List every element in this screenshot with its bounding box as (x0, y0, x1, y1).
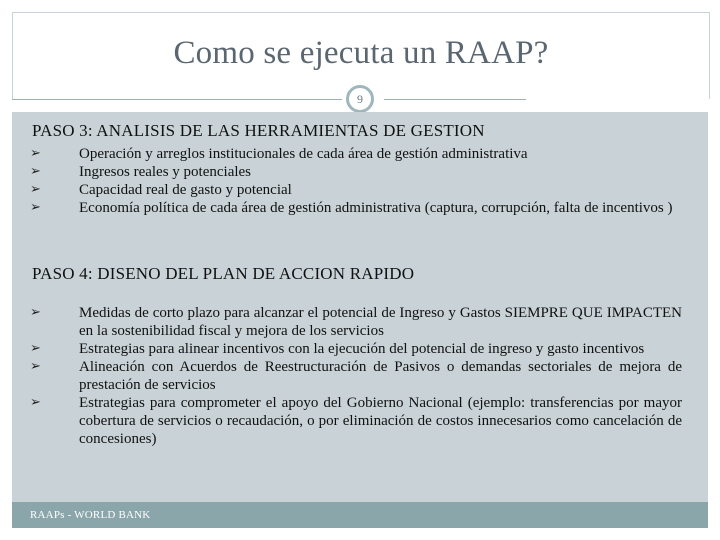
list-item-text: Estrategias para alinear incentivos con la ejecución del potencial de ingreso y gasto incentivos (79, 341, 645, 357)
arrow-bullet-icon: ➢ (30, 182, 41, 197)
arrow-bullet-icon: ➢ (30, 395, 41, 410)
arrow-bullet-icon: ➢ (30, 146, 41, 161)
list-item-text: Economía política de cada área de gestión administrativa (captura, corrupción, falta de incentivos ) (79, 200, 673, 216)
list-item (12, 181, 682, 199)
list-item-text: Capacidad real de gasto y potencial (79, 182, 292, 198)
list-item-text: Estrategias para comprometer el apoyo del Gobierno Nacional (ejemplo: transferencias por mayor cobertura de servicios o recaudación, o por eliminación de costos innecesarios como cancelación de concesiones) (79, 395, 682, 447)
list-item (12, 163, 682, 181)
list-item-text: Ingresos reales y potenciales (79, 164, 252, 180)
list-item (12, 340, 682, 358)
footer-bar (12, 502, 708, 528)
section-heading-paso4: PASO 4: DISENO DEL PLAN DE ACCION RAPIDO (32, 264, 415, 283)
title-divider-right (384, 99, 526, 100)
content-panel (12, 112, 708, 502)
list-item-text: Alineación con Acuerdos de Reestructuración de Pasivos o demandas sectoriales de mejora de prestación de servicios (79, 359, 682, 393)
list-item (12, 358, 682, 394)
list-item (12, 304, 682, 340)
slide-title: Como se ejecuta un RAAP? (173, 35, 549, 71)
paso3-list (12, 145, 708, 217)
arrow-bullet-icon: ➢ (30, 164, 41, 179)
section-heading-paso3: PASO 3: ANALISIS DE LAS HERRAMIENTAS DE GESTION (32, 121, 485, 140)
list-item (12, 199, 682, 217)
list-item (12, 145, 682, 163)
page-number-badge: 9 (346, 85, 374, 113)
arrow-bullet-icon: ➢ (30, 305, 41, 320)
paso4-list (12, 304, 708, 448)
arrow-bullet-icon: ➢ (30, 341, 41, 356)
arrow-bullet-icon: ➢ (30, 200, 41, 215)
title-divider-left (12, 99, 342, 100)
list-item-text: Medidas de corto plazo para alcanzar el potencial de Ingreso y Gastos SIEMPRE QUE IMPACTEN en la sostenibilidad fiscal y mejora de los servicios (79, 305, 682, 339)
list-item (12, 394, 682, 448)
list-item-text: Operación y arreglos institucionales de cada área de gestión administrativa (79, 146, 528, 162)
arrow-bullet-icon: ➢ (30, 359, 41, 374)
footer-text: RAAPs - WORLD BANK (30, 509, 151, 521)
